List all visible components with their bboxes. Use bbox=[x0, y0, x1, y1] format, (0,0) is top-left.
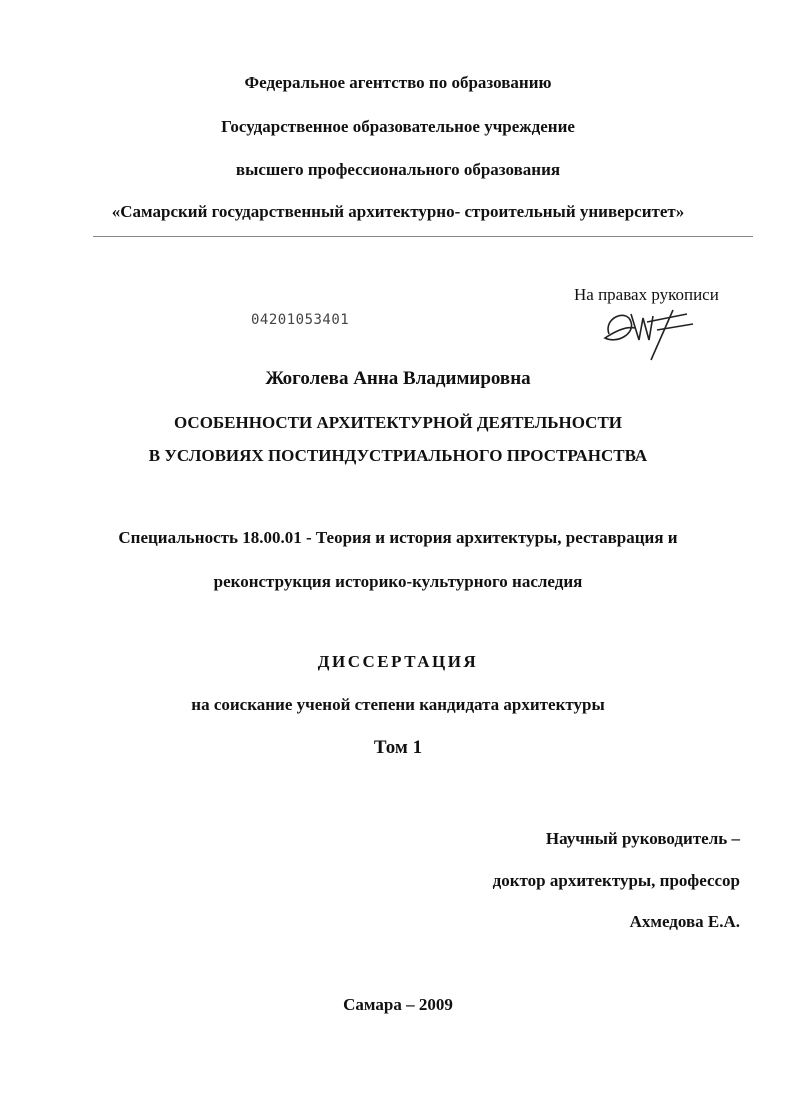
author-name: Жоголева Анна Владимировна bbox=[265, 368, 531, 389]
work-type: ДИССЕРТАЦИЯ bbox=[317, 652, 479, 671]
degree-purpose: на соискание ученой степени кандидата архитектуры bbox=[191, 695, 605, 714]
header-university-name: «Самарский государственный архитектурно- строительный университет» bbox=[111, 202, 685, 221]
header-institution-type: Государственное образовательное учреждение bbox=[221, 117, 575, 136]
title-line-2: В УСЛОВИЯХ ПОСТИНДУСТРИАЛЬНОГО ПРОСТРАНСТВА bbox=[148, 446, 648, 465]
volume-number: Том 1 bbox=[373, 737, 423, 758]
signature-icon bbox=[597, 300, 697, 362]
catalog-code: 04201053401 bbox=[251, 312, 350, 328]
title-line-1: ОСОБЕННОСТИ АРХИТЕКТУРНОЙ ДЕЯТЕЛЬНОСТИ bbox=[173, 413, 623, 432]
city-year: Самара – 2009 bbox=[343, 995, 453, 1014]
supervisor-name: Ахмедова Е.А. bbox=[629, 912, 740, 931]
supervisor-title: доктор архитектуры, профессор bbox=[492, 871, 740, 890]
manuscript-note: На правах рукописи bbox=[574, 285, 719, 304]
header-divider bbox=[93, 236, 753, 237]
specialty-line-1: Специальность 18.00.01 - Теория и история архитектуры, реставрация и bbox=[118, 528, 678, 547]
header-education-level: высшего профессионального образования bbox=[235, 160, 561, 179]
specialty-line-2: реконструкция историко-культурного наследия bbox=[213, 572, 583, 591]
header-agency: Федеральное агентство по образованию bbox=[244, 73, 552, 92]
supervisor-label: Научный руководитель – bbox=[545, 829, 740, 848]
